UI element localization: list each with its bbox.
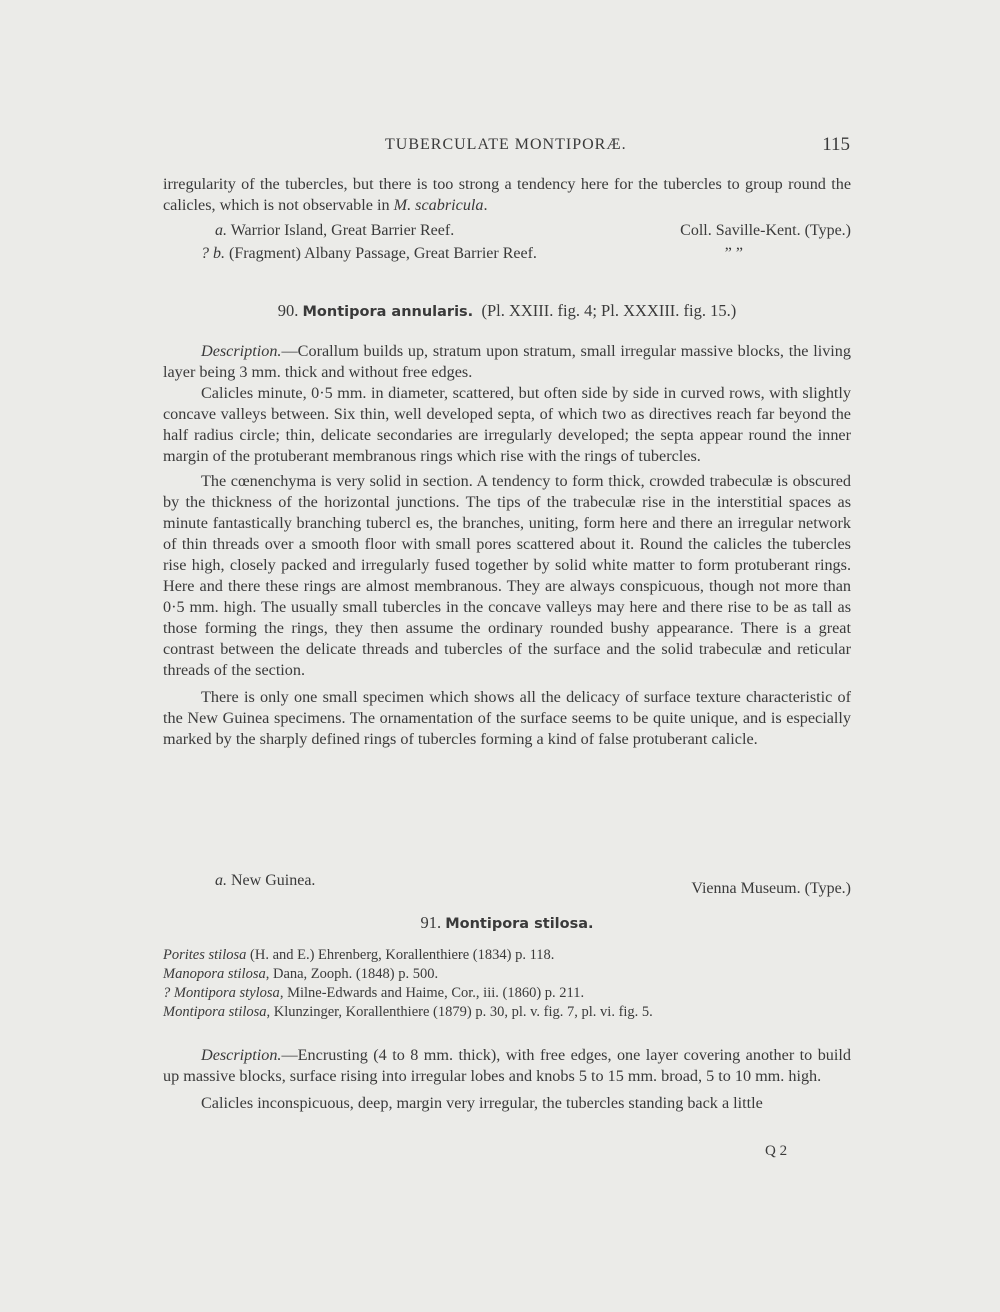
species-number: 90. <box>277 301 299 320</box>
intro-line-2: round the calicles, which is not observable in <box>163 175 852 214</box>
specimen-mark: a. <box>215 872 227 889</box>
description-text: —Corallum builds up, stratum upon stratum, small irregular massive blocks, the living layer being 3 mm. thick and without free edges. <box>163 342 851 381</box>
species-name: Montipora annularis. <box>302 304 474 320</box>
synonym-name: Manopora stilosa <box>163 966 266 982</box>
synonym-entry <box>163 1003 851 1022</box>
signature-mark: Q 2 <box>765 1143 788 1159</box>
description-91 <box>163 1045 851 1114</box>
species-number: 91. <box>420 913 442 932</box>
specimen-mark: ? b. <box>201 245 225 262</box>
intro-line-1: irregularity of the tubercles, but there is too strong a tendency here for the tubercles to group <box>163 175 783 193</box>
intro-species: M. scabricula <box>393 196 484 214</box>
synonym-entry <box>163 984 851 1003</box>
running-title: TUBERCULATE MONTIPORÆ. <box>385 136 627 153</box>
specimen-source: ” ” <box>724 245 743 262</box>
specimen-row <box>163 245 851 267</box>
specimen-locality: (Fragment) Albany Passage, Great Barrier Reef. <box>229 245 537 262</box>
specimen-locality: Warrior Island, Great Barrier Reef. <box>230 222 455 239</box>
description-90 <box>163 341 851 750</box>
page-number: 115 <box>822 134 850 155</box>
synonym-reference: (H. and E.) Ehrenberg, Korallenthiere (1834) p. 118. <box>246 947 555 963</box>
synonymy-list <box>163 946 851 1022</box>
calicles-line: Calicles inconspicuous, deep, margin very irregular, the tubercles standing back a little <box>201 1094 763 1112</box>
specimen-row <box>163 872 851 897</box>
species-heading-90 <box>163 301 851 321</box>
synonym-entry <box>163 946 851 965</box>
intro-paragraph <box>163 174 851 216</box>
specimen-mark: a. <box>215 222 227 239</box>
running-header <box>160 130 850 160</box>
synonym-reference: , Milne-Edwards and Haime, Cor., iii. (1860) p. 211. <box>279 985 585 1001</box>
specimen-source: Coll. Saville-Kent. (Type.) <box>680 222 851 239</box>
species-refs: (Pl. XXIII. fig. 4; Pl. XXXIII. fig. 15.) <box>481 301 737 320</box>
specimen-row <box>163 222 851 244</box>
description-label: Description. <box>201 342 282 360</box>
calicles-paragraph: Calicles minute, 0·5 mm. in diameter, scattered, but often side by side in curved rows, with slightly concave valleys between. Six thin, well developed septa, of which two as directives reach far beyond the half radius circle; thin, delicate secondaries are irregularly developed; the septa appear round the inner margin of the protuberant membranous rings which rise with the rings of tubercles. <box>163 384 851 465</box>
species-heading-91 <box>163 913 851 933</box>
synonym-name: Porites stilosa <box>163 947 247 963</box>
synonym-name: ? Montipora stylosa <box>163 985 280 1001</box>
specimen-source: Vienna Museum. (Type.) <box>691 880 851 897</box>
intro-end: . <box>483 196 488 214</box>
coenenchyma-paragraph: The cœnenchyma is very solid in section. A tendency to form thick, crowded trabeculæ is obscured by the thickness of the horizontal junctions. The tips of the trabeculæ rise in the interstitial spaces as minute fantastically branching tubercl es, the branches, uniting, form here and there an irregular network of thin threads over a smooth floor with small pores scattered about it. Round the calicles the tubercles rise high, closely packed and irregularly fused together by solid white matter to form protuberant rings. Here and there these rings are almost membranous. They are always conspicuous, though not more than 0·5 mm. high. The usually small tubercles in the concave valleys may here and there rise to be as tall as those forming the rings, they then assume the ordinary rounded bushy appearance. There is a great contrast between the delicate threads and tubercles of the surface and the solid trabeculæ and reticular threads of the section. <box>163 472 851 679</box>
description-label: Description. <box>201 1046 282 1064</box>
specimen-note-paragraph: There is only one small specimen which shows all the delicacy of surface texture characteristic of the New Guinea specimens. The ornamentation of the surface seems to be quite unique, and is especially marked by the sharply defined rings of tubercles forming a kind of false protuberant calicle. <box>163 688 851 748</box>
synonym-reference: , Klunzinger, Korallenthiere (1879) p. 30, pl. v. fig. 7, pl. vi. fig. 5. <box>266 1004 653 1020</box>
species-name: Montipora stilosa. <box>445 916 594 932</box>
synonym-reference: , Dana, Zooph. (1848) p. 500. <box>265 966 439 982</box>
synonym-entry <box>163 965 851 984</box>
description-text: —Encrusting (4 to 8 mm. thick), with free edges, one layer covering another to build up massive blocks, surface rising into irregular lobes and knobs 5 to 15 mm. broad, 5 to 10 mm. high. <box>163 1046 851 1085</box>
synonym-name: Montipora stilosa <box>163 1004 267 1020</box>
specimen-locality: New Guinea. <box>231 872 316 889</box>
